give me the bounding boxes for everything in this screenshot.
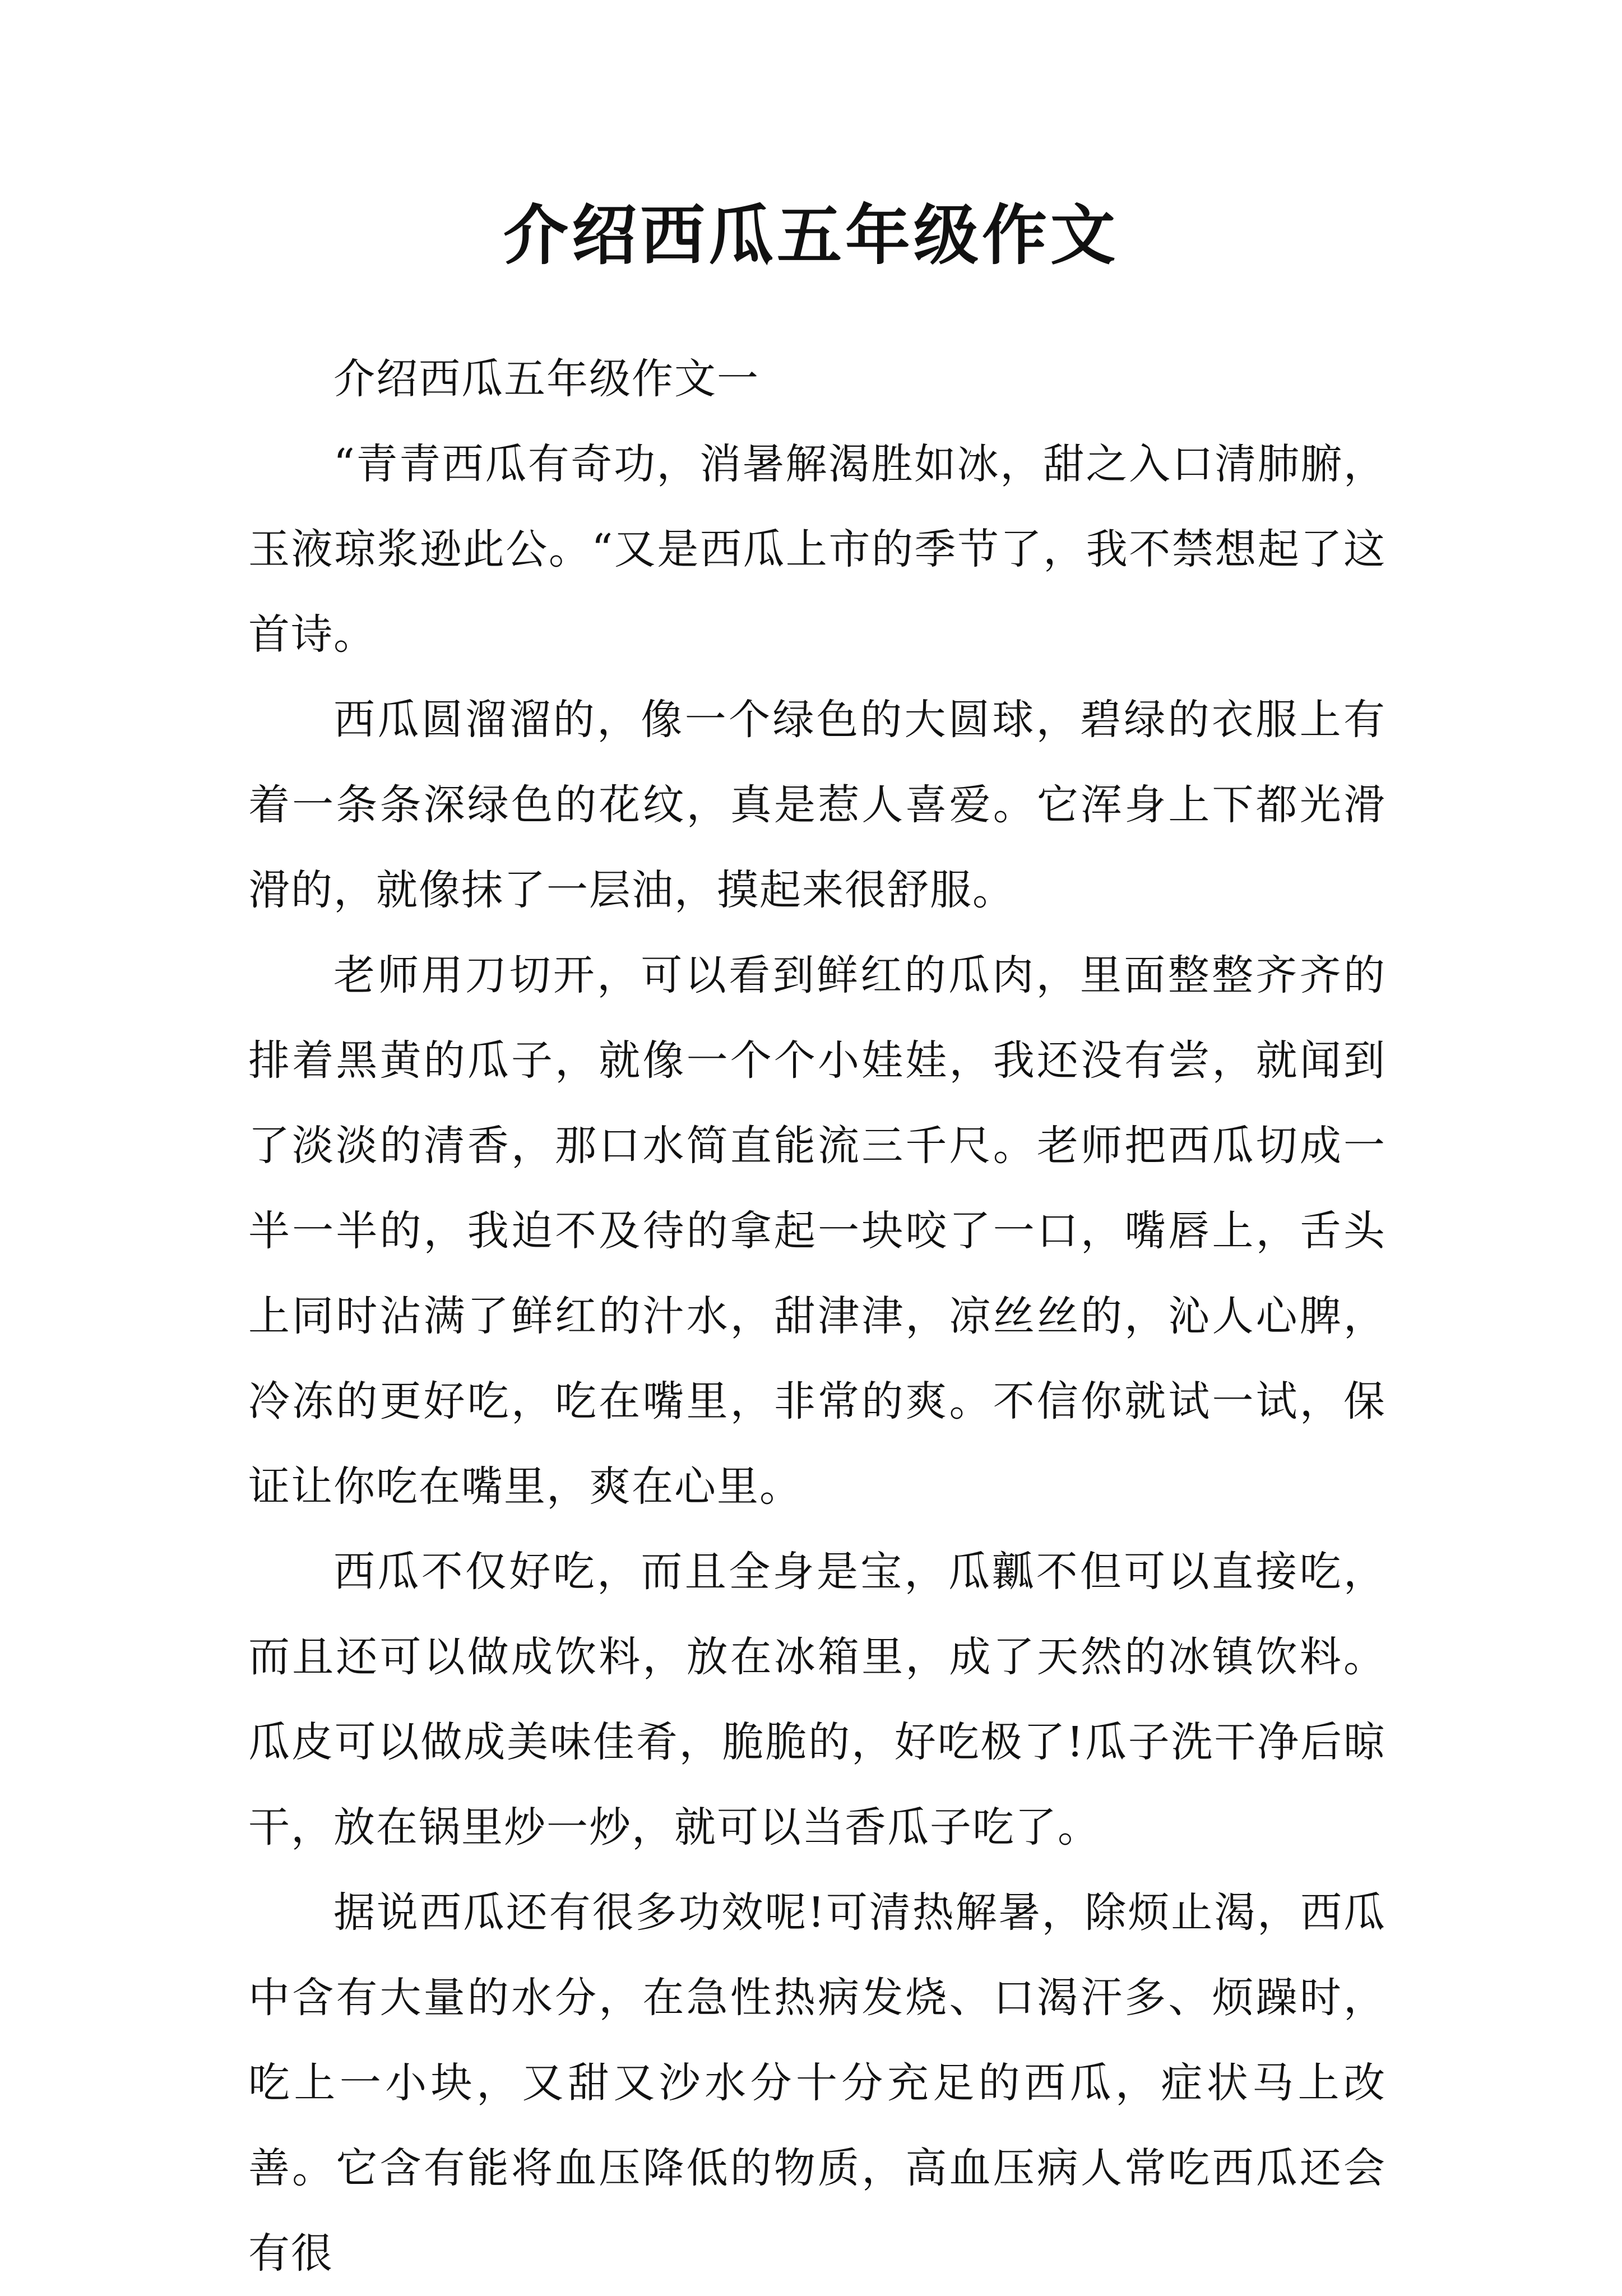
- paragraph: 据说西瓜还有很多功效呢!可清热解暑，除烦止渴，西瓜中含有大量的水分，在急性热病发烧、口渴汗多、烦躁时，吃上一小块，又甜又沙水分十分充足的西瓜，症状马上改善。它含有能将血压降低的物质，高血压病人常吃西瓜还会有很: [248, 1888, 1386, 2278]
- paragraph: 西瓜不仅好吃，而且全身是宝，瓜瓤不但可以直接吃，而且还可以做成饮料，放在冰箱里，成了天然的冰镇饮料。瓜皮可以做成美味佳肴，脆脆的，好吃极了!瓜子洗干净后晾干，放在锅里炒一炒，就可以当香瓜子吃了。: [248, 1548, 1386, 1851]
- paragraph: 老师用刀切开，可以看到鲜红的瓜肉，里面整整齐齐的排着黑黄的瓜子，就像一个个小娃娃，我还没有尝，就闻到了淡淡的清香，那口水简直能流三千尺。老师把西瓜切成一半一半的，我迫不及待的拿起一块咬了一口，嘴唇上，舌头上同时沾满了鲜红的汁水，甜津津，凉丝丝的，沁人心脾，冷冻的更好吃，吃在嘴里，非常的爽。不信你就试一试，保证让你吃在嘴里，爽在心里。: [248, 951, 1386, 1511]
- paragraph: 西瓜圆溜溜的，像一个绿色的大圆球，碧绿的衣服上有着一条条深绿色的花纹，真是惹人喜爱。它浑身上下都光滑滑的，就像抹了一层油，摸起来很舒服。: [248, 696, 1386, 914]
- essay-body: [248, 336, 1386, 2296]
- paragraph: “青青西瓜有奇功，消暑解渴胜如冰，甜之入口清肺腑，玉液琼浆逊此公。“又是西瓜上市的季节了，我不禁想起了这首诗。: [248, 440, 1386, 659]
- essay-subtitle: 介绍西瓜五年级作文一: [333, 355, 759, 403]
- page-title: 介绍西瓜五年级作文: [503, 197, 1119, 274]
